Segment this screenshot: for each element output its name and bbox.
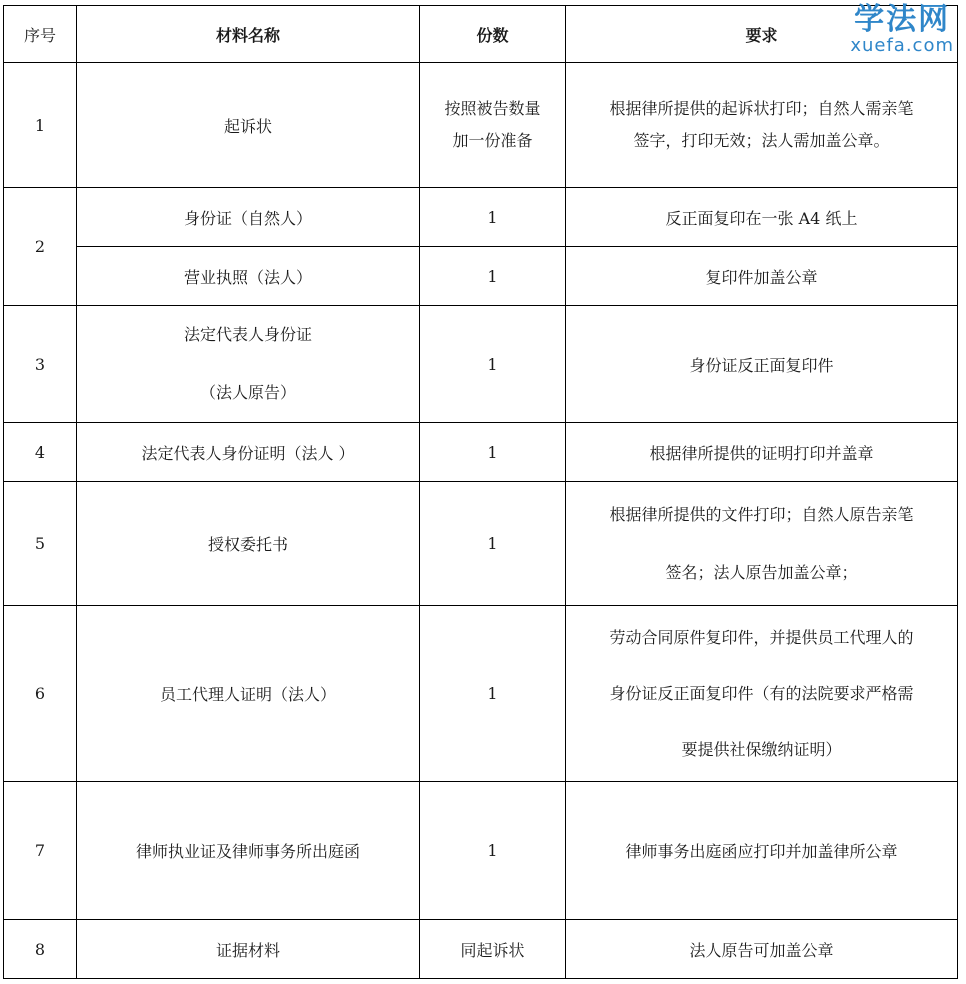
cell-line: 律师执业证及律师事务所出庭函 (135, 842, 360, 861)
cell-qty (420, 782, 566, 920)
cell-no: 5 (4, 482, 77, 606)
cell-line: 身份证反正面复印件 (689, 355, 834, 375)
cell-req (566, 188, 958, 247)
cell-line: 反正面复印在一张 A4 纸上 (665, 208, 858, 228)
table-row (4, 920, 958, 979)
cell-no: 2 (4, 188, 77, 306)
cell-no: 1 (4, 63, 77, 188)
cell-line: 法人原告可加盖公章 (689, 940, 834, 960)
watermark-en: xuefa.com (850, 35, 954, 56)
cell-req (566, 306, 958, 423)
cell-line: 根据律所提供的文件打印；自然人原告亲笔 (609, 504, 914, 524)
cell-name (77, 306, 420, 423)
cell-line: 签名；法人原告加盖公章； (665, 562, 858, 582)
materials-table (3, 2, 958, 979)
cell-no: 3 (4, 306, 77, 423)
table-row (4, 606, 958, 782)
cell-no: 6 (4, 606, 77, 782)
cell-req (566, 423, 958, 482)
cell-name (77, 63, 420, 188)
cell-qty (420, 188, 566, 247)
cell-line: 法定代表人身份证 (183, 325, 312, 344)
cell-qty (420, 63, 566, 188)
cell-line: 1 (487, 207, 498, 227)
watermark-cn: 学法网 (854, 2, 951, 37)
cell-line: 起诉状 (223, 116, 272, 136)
cell-name (77, 606, 420, 782)
cell-line: 授权委托书 (207, 535, 288, 554)
cell-line: 身份证反正面复印件（有的法院要求严格需 (609, 683, 914, 703)
table-row (4, 247, 958, 306)
cell-qty (420, 247, 566, 306)
watermark-logo (850, 4, 954, 56)
cell-name (77, 920, 420, 979)
cell-req (566, 482, 958, 606)
cell-line: 1 (487, 354, 498, 374)
cell-line: 根据律所提供的证明打印并盖章 (649, 443, 874, 463)
cell-line: 劳动合同原件复印件，并提供员工代理人的 (609, 627, 914, 647)
table-row (4, 63, 958, 188)
table-row (4, 782, 958, 920)
cell-line: 同起诉状 (460, 940, 525, 960)
table-row (4, 188, 958, 247)
cell-no: 4 (4, 423, 77, 482)
cell-req (566, 920, 958, 979)
cell-line: 1 (487, 841, 498, 860)
cell-qty (420, 306, 566, 423)
cell-line: 1 (487, 534, 498, 553)
cell-line: 法定代表人身份证明（法人 ） (141, 443, 355, 463)
cell-qty (420, 606, 566, 782)
header-name: 材料名称 (77, 6, 420, 63)
cell-qty (420, 423, 566, 482)
cell-line: 签字，打印无效；法人需加盖公章。 (633, 131, 890, 150)
cell-line: 按照被告数量 (444, 99, 541, 118)
cell-req (566, 782, 958, 920)
table-row (4, 306, 958, 423)
cell-line: 要提供社保缴纳证明） (681, 739, 842, 759)
table-row (4, 423, 958, 482)
cell-line: 加一份准备 (452, 131, 533, 150)
cell-line: 1 (487, 442, 498, 462)
cell-line: 证据材料 (215, 940, 280, 960)
cell-req (566, 63, 958, 188)
cell-line: 根据律所提供的起诉状打印；自然人需亲笔 (609, 99, 914, 118)
cell-line: 员工代理人证明（法人） (159, 685, 336, 704)
header-req: 要求 (566, 6, 958, 63)
cell-no: 7 (4, 782, 77, 920)
header-qty: 份数 (420, 6, 566, 63)
cell-qty (420, 920, 566, 979)
cell-req (566, 247, 958, 306)
cell-name (77, 423, 420, 482)
cell-line: 营业执照（法人） (183, 267, 312, 287)
table-header-row (4, 6, 958, 63)
cell-line: 1 (487, 684, 498, 703)
cell-line: 1 (487, 266, 498, 286)
cell-line: 复印件加盖公章 (705, 267, 818, 287)
cell-qty (420, 482, 566, 606)
cell-req (566, 606, 958, 782)
cell-line: 律师事务出庭函应打印并加盖律所公章 (625, 842, 898, 861)
cell-name (77, 782, 420, 920)
table-row (4, 482, 958, 606)
cell-line: （法人原告） (199, 383, 296, 402)
cell-line: 身份证（自然人） (183, 208, 312, 228)
header-no: 序号 (4, 6, 77, 63)
cell-name (77, 188, 420, 247)
cell-name (77, 247, 420, 306)
cell-name (77, 482, 420, 606)
cell-no: 8 (4, 920, 77, 979)
